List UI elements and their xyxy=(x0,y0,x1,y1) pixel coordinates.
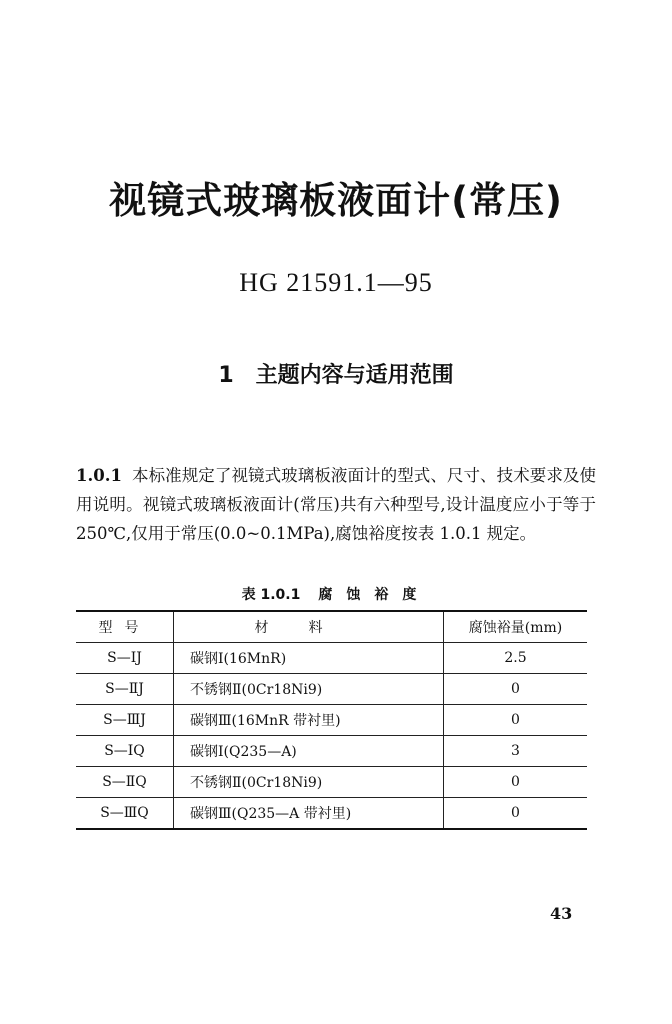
table-header-row xyxy=(76,611,587,643)
cell-model: S—ⅠJ xyxy=(76,643,174,674)
cell-material: 不锈钢Ⅱ(0Cr18Ni9) xyxy=(174,674,444,705)
header-model: 型号 xyxy=(76,611,174,643)
page-number: 43 xyxy=(550,904,573,923)
cell-model: S—ⅡJ xyxy=(76,674,174,705)
cell-model: S—ⅡQ xyxy=(76,767,174,798)
table-caption-title: 腐蚀裕度 xyxy=(318,587,431,603)
cell-allowance: 0 xyxy=(444,705,588,736)
standard-code: HG 21591.1—95 xyxy=(239,268,433,297)
cell-model: S—ⅠQ xyxy=(76,736,174,767)
clause-number: 1.0.1 xyxy=(76,465,122,485)
cell-model: S—ⅢJ xyxy=(76,705,174,736)
cell-model: S—ⅢQ xyxy=(76,798,174,830)
cell-material: 碳钢Ⅰ(16MnR) xyxy=(174,643,444,674)
table-caption-number: 表 1.0.1 xyxy=(241,587,301,603)
cell-allowance: 0 xyxy=(444,674,588,705)
corrosion-allowance-table xyxy=(76,610,587,830)
cell-allowance: 3 xyxy=(444,736,588,767)
table-row xyxy=(76,798,587,830)
table-row xyxy=(76,736,587,767)
cell-material: 碳钢Ⅰ(Q235—A) xyxy=(174,736,444,767)
clause-text: 本标准规定了视镜式玻璃板液面计的型式、尺寸、技术要求及使用说明。视镜式玻璃板液面计(常压)共有六种型号,设计温度应小于等于 250℃,仅用于常压(0.0~0.1MPa),腐蚀裕度按表 1.0.1 规定。 xyxy=(76,465,596,543)
clause-paragraph xyxy=(76,461,596,548)
cell-allowance: 0 xyxy=(444,767,588,798)
cell-material: 不锈钢Ⅱ(0Cr18Ni9) xyxy=(174,767,444,798)
cell-material: 碳钢Ⅲ(Q235—A 带衬里) xyxy=(174,798,444,830)
section-number: 1 xyxy=(218,363,234,388)
cell-material: 碳钢Ⅲ(16MnR 带衬里) xyxy=(174,705,444,736)
header-allowance: 腐蚀裕量(mm) xyxy=(444,611,588,643)
table-caption xyxy=(0,584,672,604)
section-heading xyxy=(0,358,672,389)
table-row xyxy=(76,674,587,705)
section-title: 主题内容与适用范围 xyxy=(255,363,454,388)
document-title: 视镜式玻璃板液面计(常压) xyxy=(109,179,563,222)
table-row xyxy=(76,767,587,798)
table-row xyxy=(76,705,587,736)
cell-allowance: 0 xyxy=(444,798,588,830)
cell-allowance: 2.5 xyxy=(444,643,588,674)
header-material: 材料 xyxy=(174,611,444,643)
table-row xyxy=(76,643,587,674)
